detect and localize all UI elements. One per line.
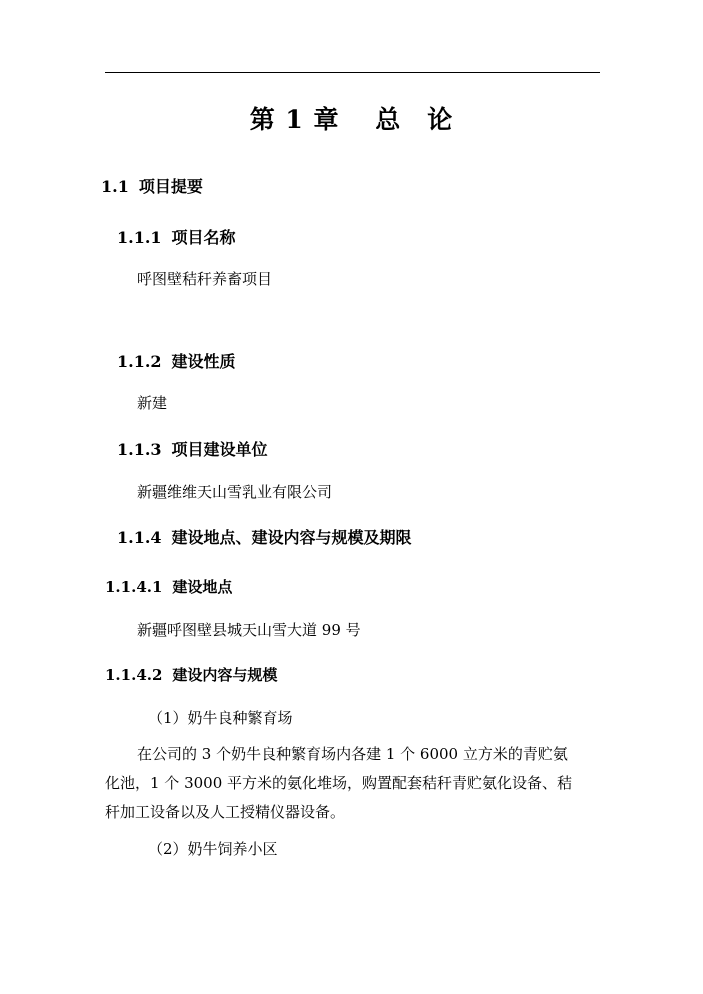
construction-nature-text: 新建 — [137, 394, 168, 412]
header-rule — [105, 72, 600, 73]
item-1-heading: （1）奶牛良种繁育场 — [148, 709, 293, 727]
section-1-1-2-heading: 1.1.2 建设性质 — [117, 352, 236, 371]
construction-site-text: 新疆呼图壁县城天山雪大道 99 号 — [137, 621, 361, 639]
section-1-1-3-heading: 1.1.3 项目建设单位 — [117, 440, 268, 459]
paragraph-line: 秆加工设备以及人工授精仪器设备。 — [105, 803, 346, 821]
section-1-1-heading: 1.1 项目提要 — [101, 177, 203, 196]
construction-unit-text: 新疆维维天山雪乳业有限公司 — [137, 483, 333, 501]
project-name-text: 呼图壁秸秆养畜项目 — [137, 270, 273, 288]
section-1-1-4-2-heading: 1.1.4.2 建设内容与规模 — [105, 666, 278, 684]
item-2-heading: （2）奶牛饲养小区 — [148, 840, 278, 858]
section-1-1-1-heading: 1.1.1 项目名称 — [117, 228, 236, 247]
chapter-heading — [0, 100, 703, 136]
chapter-number: 第 1 章 — [249, 105, 340, 134]
chapter-title: 总 论 — [375, 105, 454, 134]
paragraph-line: 化池，1 个 3000 平方米的氨化堆场，购置配套秸秆青贮氨化设备、秸 — [105, 774, 573, 792]
paragraph-line: 在公司的 3 个奶牛良种繁育场内各建 1 个 6000 立方米的青贮氨 — [137, 745, 568, 763]
section-1-1-4-1-heading: 1.1.4.1 建设地点 — [105, 578, 233, 596]
section-1-1-4-heading: 1.1.4 建设地点、建设内容与规模及期限 — [117, 528, 412, 547]
